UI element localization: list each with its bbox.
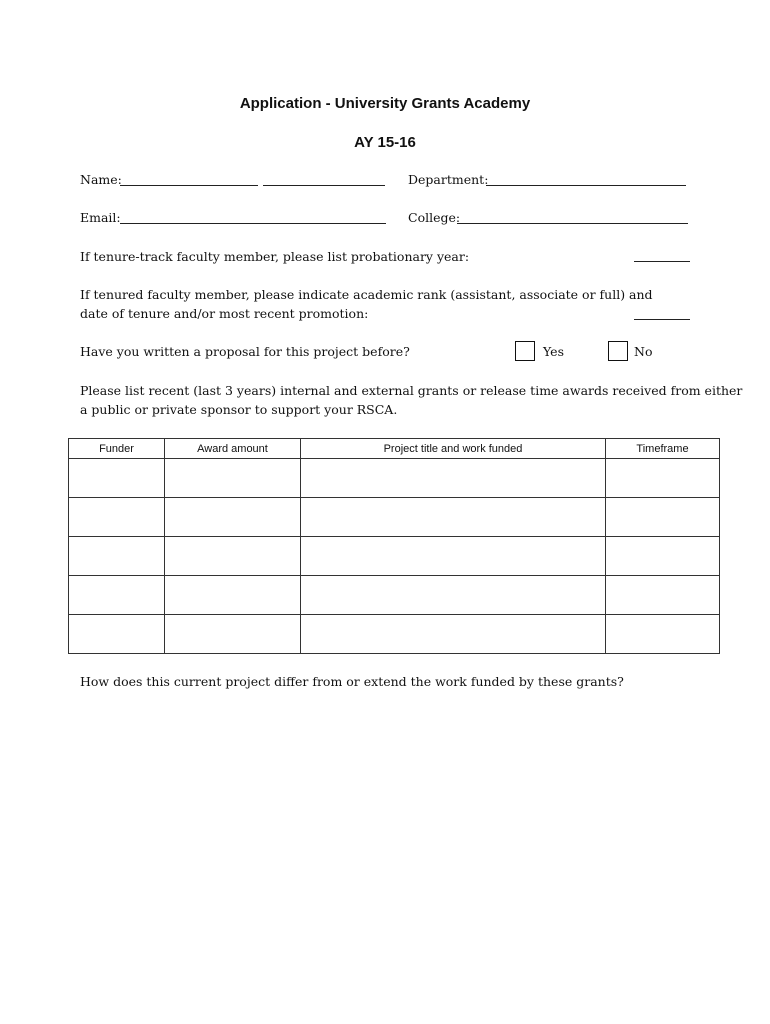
table-cell-project-title[interactable] bbox=[301, 459, 606, 498]
column-header-award-amount: Award amount bbox=[165, 439, 301, 459]
table-row bbox=[69, 537, 720, 576]
probationary-year-field[interactable] bbox=[634, 261, 690, 262]
column-header-timeframe: Timeframe bbox=[606, 439, 720, 459]
table-cell-funder[interactable] bbox=[69, 498, 165, 537]
table-row bbox=[69, 498, 720, 537]
college-field[interactable] bbox=[457, 223, 688, 224]
table-row bbox=[69, 459, 720, 498]
tenure-track-question: If tenure-track faculty member, please list probationary year: bbox=[80, 249, 470, 264]
tenure-date-field[interactable] bbox=[634, 319, 690, 320]
college-label: College: bbox=[408, 210, 461, 225]
email-field[interactable] bbox=[120, 223, 386, 224]
yes-label: Yes bbox=[543, 344, 564, 359]
yes-checkbox[interactable] bbox=[515, 341, 535, 361]
page-subtitle: AY 15-16 bbox=[354, 134, 416, 151]
grants-table bbox=[68, 438, 720, 654]
email-label: Email: bbox=[80, 210, 121, 225]
table-cell-award-amount[interactable] bbox=[165, 537, 301, 576]
table-cell-funder[interactable] bbox=[69, 459, 165, 498]
table-cell-timeframe[interactable] bbox=[606, 576, 720, 615]
page-title: Application - University Grants Academy bbox=[239, 95, 531, 112]
tenured-question-line2: date of tenure and/or most recent promotion: bbox=[80, 306, 369, 321]
table-cell-timeframe[interactable] bbox=[606, 498, 720, 537]
grants-instruction-line1: Please list recent (last 3 years) internal and external grants or release time awards received from either bbox=[80, 383, 743, 398]
table-row bbox=[69, 576, 720, 615]
name-label: Name: bbox=[80, 172, 122, 187]
table-cell-timeframe[interactable] bbox=[606, 537, 720, 576]
table-cell-timeframe[interactable] bbox=[606, 459, 720, 498]
table-cell-project-title[interactable] bbox=[301, 537, 606, 576]
column-header-project-title: Project title and work funded bbox=[301, 439, 606, 459]
tenured-question-line1: If tenured faculty member, please indicate academic rank (assistant, associate or full) and bbox=[80, 287, 653, 302]
column-header-funder: Funder bbox=[69, 439, 165, 459]
table-cell-award-amount[interactable] bbox=[165, 576, 301, 615]
grants-instruction-line2: a public or private sponsor to support your RSCA. bbox=[80, 402, 398, 417]
table-cell-award-amount[interactable] bbox=[165, 459, 301, 498]
name-first-field[interactable] bbox=[120, 185, 258, 186]
grants-table-header bbox=[69, 439, 720, 459]
name-last-field[interactable] bbox=[263, 185, 385, 186]
table-cell-funder[interactable] bbox=[69, 615, 165, 654]
no-label: No bbox=[634, 344, 653, 359]
table-cell-timeframe[interactable] bbox=[606, 615, 720, 654]
table-cell-award-amount[interactable] bbox=[165, 615, 301, 654]
differ-question: How does this current project differ from or extend the work funded by these grants? bbox=[80, 674, 624, 689]
table-cell-funder[interactable] bbox=[69, 576, 165, 615]
table-row bbox=[69, 615, 720, 654]
table-cell-project-title[interactable] bbox=[301, 576, 606, 615]
table-cell-project-title[interactable] bbox=[301, 615, 606, 654]
table-cell-project-title[interactable] bbox=[301, 498, 606, 537]
department-field[interactable] bbox=[486, 185, 686, 186]
department-label: Department: bbox=[408, 172, 489, 187]
table-cell-award-amount[interactable] bbox=[165, 498, 301, 537]
no-checkbox[interactable] bbox=[608, 341, 628, 361]
table-cell-funder[interactable] bbox=[69, 537, 165, 576]
proposal-before-question: Have you written a proposal for this project before? bbox=[80, 344, 410, 359]
